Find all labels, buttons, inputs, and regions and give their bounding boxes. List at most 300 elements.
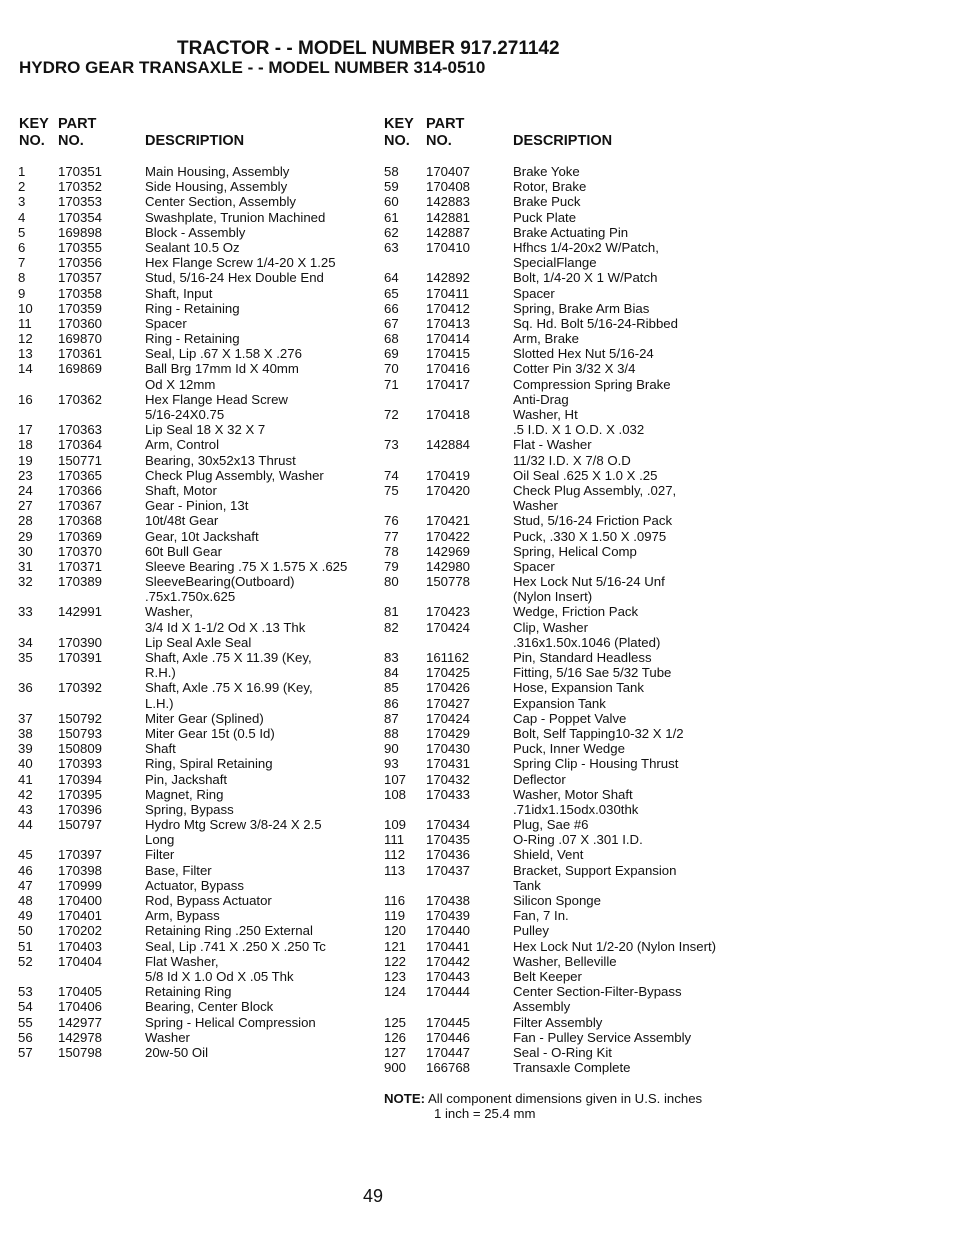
part-no: 142892: [426, 270, 471, 286]
part-row: [384, 863, 944, 878]
part-description: Belt Keeper: [513, 968, 582, 984]
part-no: 170412: [426, 300, 471, 316]
part-header-line1: PART: [426, 116, 465, 132]
part-row: [384, 1030, 944, 1045]
part-description: Washer, Ht: [513, 407, 578, 422]
dimension-note: [384, 1091, 702, 1121]
key-no: 42: [18, 786, 33, 802]
part-description: .71idx1.15odx.030thk: [513, 801, 639, 817]
part-no: 170415: [426, 346, 471, 362]
part-no: 170355: [58, 239, 103, 255]
part-description: Ball Brg 17mm Id X 40mm: [145, 361, 299, 377]
key-no: 83: [384, 650, 399, 665]
part-no: 170418: [426, 407, 471, 422]
part-no: 170404: [58, 953, 103, 969]
key-no: 86: [384, 695, 399, 711]
part-no: 150797: [58, 817, 103, 833]
part-no: 170447: [426, 1044, 471, 1060]
part-row: [18, 210, 378, 225]
key-no: 87: [384, 710, 399, 726]
key-no: 63: [384, 239, 399, 255]
part-no: 170397: [58, 847, 103, 863]
key-no: 40: [18, 756, 33, 772]
part-description: Pulley: [513, 923, 549, 939]
part-description: Arm, Control: [145, 437, 220, 453]
part-no: 170352: [58, 179, 103, 195]
key-no: 35: [18, 650, 33, 665]
part-no: 142978: [58, 1029, 103, 1045]
part-row: [18, 1030, 378, 1045]
part-row: [384, 589, 944, 604]
part-description: Ring, Spiral Retaining: [145, 756, 273, 772]
part-row: [18, 225, 378, 240]
part-row: [18, 316, 378, 331]
part-no: 150792: [58, 710, 103, 726]
key-no: 120: [384, 923, 407, 939]
part-no: 142977: [58, 1014, 103, 1030]
part-no: 170405: [58, 984, 103, 1000]
key-no: 66: [384, 300, 399, 316]
part-no: 169870: [58, 331, 103, 347]
part-row: [384, 468, 944, 483]
key-no: 32: [18, 574, 33, 590]
key-no: 70: [384, 361, 399, 377]
part-description: Hex Flange Screw 1/4-20 X 1.25: [145, 255, 336, 271]
right-key-header: [384, 116, 414, 150]
key-no: 37: [18, 710, 33, 726]
part-row: [18, 513, 378, 528]
part-no: 170366: [58, 482, 103, 498]
key-no: 13: [18, 346, 33, 362]
key-no: 107: [384, 771, 407, 787]
part-description: Expansion Tank: [513, 695, 606, 711]
part-row: [18, 650, 378, 665]
key-no: 77: [384, 528, 399, 544]
key-no: 9: [18, 285, 26, 301]
part-no: 170424: [426, 710, 471, 726]
note-label: NOTE:: [384, 1091, 426, 1106]
part-row: [384, 969, 944, 984]
part-description: Bearing, 30x52x13 Thrust: [145, 452, 296, 468]
part-row: [384, 422, 944, 437]
right-parts-list: [384, 164, 944, 1075]
part-row: [384, 787, 944, 802]
key-no: 108: [384, 786, 407, 802]
part-row: [384, 711, 944, 726]
part-description: Fan - Pulley Service Assembly: [513, 1029, 692, 1045]
part-no: 170389: [58, 574, 103, 590]
part-no: 170427: [426, 695, 471, 711]
part-description: Bolt, 1/4-20 X 1 W/Patch: [513, 270, 658, 286]
part-description: Hex Flange Head Screw: [145, 391, 288, 407]
left-key-header: [19, 116, 49, 150]
part-description: Filter: [145, 847, 175, 863]
part-description: Spring - Helical Compression: [145, 1014, 316, 1030]
part-description: Bearing, Center Block: [145, 999, 274, 1015]
part-no: 170443: [426, 968, 471, 984]
part-row: [384, 696, 944, 711]
key-no: 76: [384, 513, 399, 529]
key-no: 48: [18, 893, 33, 908]
part-no: 166768: [426, 1060, 471, 1076]
part-no: 170368: [58, 513, 103, 529]
part-description: Fan, 7 In.: [513, 908, 569, 924]
part-description: Slotted Hex Nut 5/16-24: [513, 346, 654, 362]
part-no: 170398: [58, 862, 103, 878]
key-header-line2: NO.: [19, 133, 45, 149]
part-row: [384, 255, 944, 270]
part-description: Sleeve Bearing .75 X 1.575 X .625: [145, 558, 348, 574]
part-description: Brake Yoke: [513, 164, 580, 179]
key-no: 27: [18, 498, 33, 514]
part-description: Center Section-Filter-Bypass: [513, 984, 682, 1000]
key-no: 61: [384, 209, 399, 225]
key-no: 46: [18, 862, 33, 878]
part-row: [384, 498, 944, 513]
key-no: 123: [384, 968, 407, 984]
part-row: [18, 863, 378, 878]
part-no: 170367: [58, 498, 103, 514]
key-no: 78: [384, 543, 399, 559]
part-description: Spring, Brake Arm Bias: [513, 300, 650, 316]
part-row: [384, 878, 944, 893]
key-no: 68: [384, 331, 399, 347]
part-description: Shield, Vent: [513, 847, 584, 863]
key-no: 19: [18, 452, 33, 468]
part-row: [384, 179, 944, 194]
part-description: Brake Puck: [513, 194, 581, 210]
part-no: 170422: [426, 528, 471, 544]
key-no: 75: [384, 482, 399, 498]
part-no: 170401: [58, 908, 103, 924]
part-description: Magnet, Ring: [145, 786, 224, 802]
part-description: Washer: [145, 1029, 190, 1045]
left-parts-list: [18, 164, 378, 1060]
part-no: 170394: [58, 771, 103, 787]
part-row: [384, 1060, 944, 1075]
part-no: 150771: [58, 452, 103, 468]
key-no: 116: [384, 893, 406, 908]
page-title: TRACTOR - - MODEL NUMBER 917.271142: [177, 38, 560, 59]
part-no: 170999: [58, 877, 103, 893]
part-no: 170438: [426, 893, 471, 908]
part-description: Cap - Poppet Valve: [513, 710, 627, 726]
key-no: 73: [384, 437, 399, 453]
key-no: 4: [18, 209, 26, 225]
part-row: [18, 772, 378, 787]
part-description: Stud, 5/16-24 Hex Double End: [145, 270, 324, 286]
part-row: [18, 756, 378, 771]
part-description: Puck, Inner Wedge: [513, 741, 625, 757]
part-description: Hose, Expansion Tank: [513, 680, 644, 696]
key-no: 10: [18, 300, 33, 316]
part-description: Spring Clip - Housing Thrust: [513, 756, 679, 772]
part-no: 170407: [426, 164, 471, 179]
key-no: 113: [384, 862, 406, 878]
part-no: 170406: [58, 999, 103, 1015]
part-row: [18, 194, 378, 209]
key-no: 18: [18, 437, 33, 453]
part-no: 170357: [58, 270, 103, 286]
key-no: 72: [384, 407, 399, 422]
part-row: [18, 498, 378, 513]
key-no: 112: [384, 847, 406, 863]
part-no: 170354: [58, 209, 103, 225]
part-no: 170425: [426, 665, 471, 681]
part-row: [18, 604, 378, 619]
part-no: 170421: [426, 513, 471, 529]
part-row: [384, 680, 944, 695]
part-description: Actuator, Bypass: [145, 877, 244, 893]
part-description: Gear - Pinion, 13t: [145, 498, 249, 514]
key-no: 1: [18, 164, 26, 179]
key-no: 33: [18, 604, 33, 620]
key-no: 6: [18, 239, 26, 255]
part-row: [384, 270, 944, 285]
key-no: 28: [18, 513, 33, 529]
part-no: 142991: [58, 604, 103, 620]
part-description: Rod, Bypass Actuator: [145, 893, 272, 908]
part-no: 170444: [426, 984, 471, 1000]
key-no: 39: [18, 741, 33, 757]
part-no: 170413: [426, 315, 471, 331]
key-no: 59: [384, 179, 399, 195]
key-no: 12: [18, 331, 33, 347]
part-no: 170423: [426, 604, 471, 620]
part-description: Long: [145, 832, 175, 848]
part-no: 170441: [426, 938, 471, 954]
part-row: [18, 544, 378, 559]
part-header-line2: NO.: [426, 133, 452, 149]
part-description: Lip Seal Axle Seal: [145, 634, 252, 650]
part-row: [384, 286, 944, 301]
part-description: Pin, Jackshaft: [145, 771, 228, 787]
part-row: [18, 665, 378, 680]
part-description: Seal - O-Ring Kit: [513, 1044, 612, 1060]
part-row: [18, 164, 378, 179]
part-row: [18, 787, 378, 802]
key-no: 109: [384, 817, 407, 833]
part-row: [384, 225, 944, 240]
key-no: 38: [18, 725, 33, 741]
part-description: Fitting, 5/16 Sae 5/32 Tube: [513, 665, 672, 681]
key-no: 71: [384, 376, 399, 392]
part-row: [384, 893, 944, 908]
part-row: [18, 422, 378, 437]
key-no: 55: [18, 1014, 33, 1030]
part-description: Brake Actuating Pin: [513, 224, 629, 240]
part-no: 150793: [58, 725, 103, 741]
part-row: [18, 817, 378, 832]
part-description: Bracket, Support Expansion: [513, 862, 677, 878]
part-description: 5/16-24X0.75: [145, 407, 225, 422]
key-no: 88: [384, 725, 399, 741]
part-row: [384, 939, 944, 954]
part-no: 170432: [426, 771, 471, 787]
part-row: [384, 999, 944, 1014]
part-row: [384, 847, 944, 862]
part-description: SpecialFlange: [513, 255, 597, 271]
key-no: 31: [18, 558, 33, 574]
part-row: [18, 696, 378, 711]
part-description: (Nylon Insert): [513, 589, 593, 605]
part-no: 170437: [426, 862, 471, 878]
part-row: [384, 817, 944, 832]
part-row: [384, 210, 944, 225]
part-row: [18, 635, 378, 650]
part-description: Shaft, Input: [145, 285, 213, 301]
part-row: [18, 847, 378, 862]
part-description: Shaft, Axle .75 X 11.39 (Key,: [145, 650, 312, 665]
key-no: 79: [384, 558, 399, 574]
part-description: Check Plug Assembly, Washer: [145, 467, 324, 483]
part-row: [18, 969, 378, 984]
part-description: SleeveBearing(Outboard): [145, 574, 295, 590]
part-no: 170445: [426, 1014, 471, 1030]
part-description: Washer, Motor Shaft: [513, 786, 633, 802]
key-no: 2: [18, 179, 26, 195]
part-description: Lip Seal 18 X 32 X 7: [145, 422, 266, 438]
part-description: Washer, Belleville: [513, 953, 617, 969]
part-row: [18, 832, 378, 847]
key-no: 126: [384, 1029, 407, 1045]
part-row: [18, 331, 378, 346]
part-row: [384, 346, 944, 361]
part-description: Cotter Pin 3/32 X 3/4: [513, 361, 636, 377]
part-header-line1: PART: [58, 116, 97, 132]
part-description: Retaining Ring .250 External: [145, 923, 313, 939]
part-row: [384, 407, 944, 422]
key-no: 45: [18, 847, 33, 863]
part-row: [18, 620, 378, 635]
part-description: Check Plug Assembly, .027,: [513, 482, 677, 498]
part-no: 170419: [426, 467, 471, 483]
part-row: [384, 240, 944, 255]
part-no: 170390: [58, 634, 103, 650]
part-no: 150798: [58, 1044, 103, 1060]
part-row: [18, 574, 378, 589]
part-row: [18, 1045, 378, 1060]
part-description: L.H.): [145, 695, 174, 711]
part-description: .5 I.D. X 1 O.D. X .032: [513, 422, 645, 438]
part-description: Tank: [513, 877, 541, 893]
part-row: [18, 802, 378, 817]
part-no: 170364: [58, 437, 103, 453]
part-row: [18, 589, 378, 604]
part-description: Rotor, Brake: [513, 179, 587, 195]
part-description: O-Ring .07 X .301 I.D.: [513, 832, 643, 848]
key-no: 65: [384, 285, 399, 301]
part-row: [18, 361, 378, 376]
key-no: 36: [18, 680, 33, 696]
part-row: [384, 984, 944, 999]
part-row: [384, 483, 944, 498]
key-no: 24: [18, 482, 33, 498]
key-no: 8: [18, 270, 26, 286]
key-no: 41: [18, 771, 33, 787]
part-row: [384, 1015, 944, 1030]
right-part-header: [426, 116, 464, 150]
part-row: [384, 513, 944, 528]
part-description: Deflector: [513, 771, 566, 787]
left-description-header: DESCRIPTION: [145, 133, 245, 149]
part-row: [384, 301, 944, 316]
key-no: 47: [18, 877, 33, 893]
part-row: [18, 954, 378, 969]
part-description: Block - Assembly: [145, 224, 246, 240]
part-no: 170439: [426, 908, 471, 924]
part-description: Filter Assembly: [513, 1014, 603, 1030]
part-description: Spacer: [513, 558, 555, 574]
part-row: [18, 711, 378, 726]
key-no: 49: [18, 908, 33, 924]
part-description: Stud, 5/16-24 Friction Pack: [513, 513, 673, 529]
key-no: 29: [18, 528, 33, 544]
part-no: 142881: [426, 209, 471, 225]
part-no: 170359: [58, 300, 103, 316]
part-row: [18, 301, 378, 316]
key-no: 44: [18, 817, 33, 833]
part-description: 3/4 Id X 1-1/2 Od X .13 Thk: [145, 619, 306, 635]
key-no: 5: [18, 224, 26, 240]
part-description: Ring - Retaining: [145, 300, 240, 316]
part-description: Hex Lock Nut 1/2-20 (Nylon Insert): [513, 938, 717, 954]
part-no: 170365: [58, 467, 103, 483]
part-row: [384, 620, 944, 635]
key-no: 50: [18, 923, 33, 939]
key-no: 74: [384, 467, 399, 483]
part-description: Seal, Lip .67 X 1.58 X .276: [145, 346, 302, 362]
part-description: Transaxle Complete: [513, 1060, 631, 1076]
part-no: 170408: [426, 179, 471, 195]
part-row: [384, 604, 944, 619]
part-row: [18, 1015, 378, 1030]
note-line1: All component dimensions given in U.S. inches: [427, 1091, 703, 1106]
part-no: 170435: [426, 832, 471, 848]
right-description-header: DESCRIPTION: [513, 133, 613, 149]
key-no: 85: [384, 680, 399, 696]
part-description: Shaft, Axle .75 X 16.99 (Key,: [145, 680, 313, 696]
part-row: [384, 437, 944, 452]
key-no: 93: [384, 756, 399, 772]
part-row: [384, 453, 944, 468]
page-subtitle: HYDRO GEAR TRANSAXLE - - MODEL NUMBER 314-0510: [19, 58, 486, 77]
part-description: Silicon Sponge: [513, 893, 601, 908]
part-description: Pin, Standard Headless: [513, 650, 652, 665]
key-no: 125: [384, 1014, 407, 1030]
key-no: 16: [18, 391, 33, 407]
key-header-line1: KEY: [384, 116, 414, 132]
key-no: 900: [384, 1060, 407, 1076]
part-row: [18, 529, 378, 544]
part-description: Clip, Washer: [513, 619, 588, 635]
part-row: [18, 286, 378, 301]
part-no: 170426: [426, 680, 471, 696]
part-description: Oil Seal .625 X 1.0 X .25: [513, 467, 658, 483]
key-no: 111: [384, 832, 405, 848]
part-description: Wedge, Friction Pack: [513, 604, 639, 620]
part-description: 5/8 Id X 1.0 Od X .05 Thk: [145, 968, 294, 984]
part-no: 169898: [58, 224, 103, 240]
part-no: 170353: [58, 194, 103, 210]
key-no: 64: [384, 270, 399, 286]
part-row: [384, 1045, 944, 1060]
page-number: 49: [363, 1186, 384, 1206]
key-no: 69: [384, 346, 399, 362]
part-row: [18, 255, 378, 270]
part-row: [18, 680, 378, 695]
key-no: 54: [18, 999, 33, 1015]
